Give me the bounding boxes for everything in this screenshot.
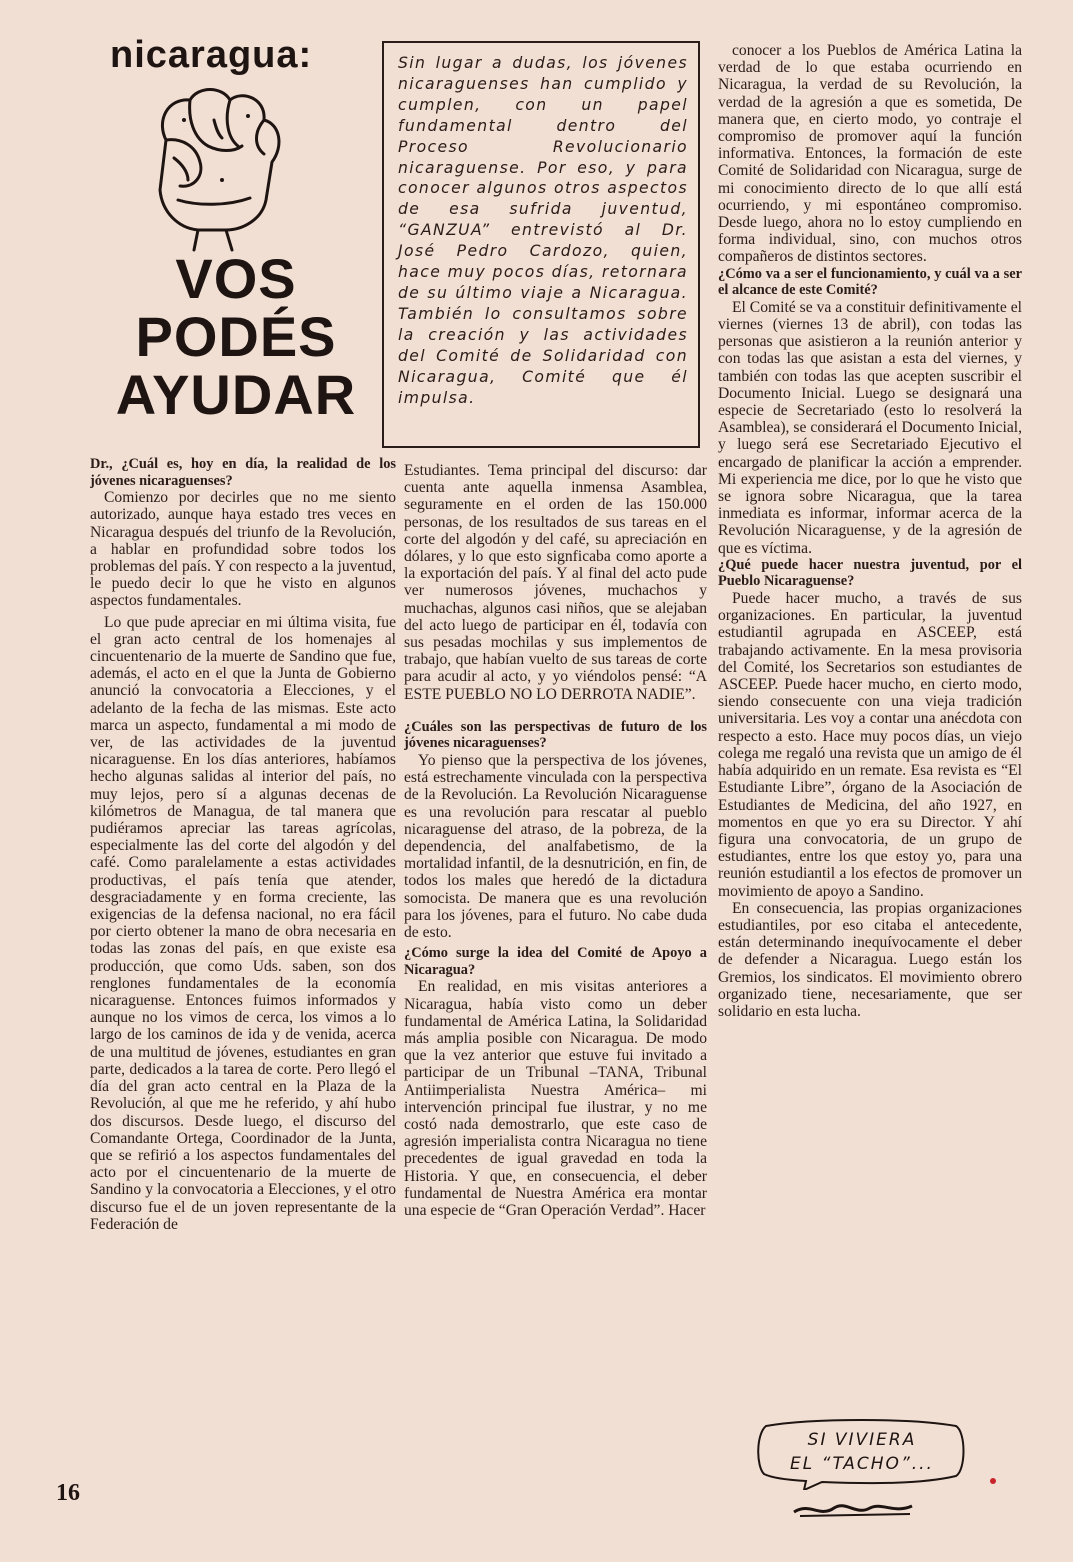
question-4: ¿Cómo va a ser el funcionamiento, y cuál va a ser el alcance de este Comité? <box>718 265 1022 299</box>
section-tag: nicaragua: <box>110 34 313 76</box>
raised-fist-illustration <box>138 80 288 252</box>
page-number: 16 <box>56 1480 80 1506</box>
speech-line-2: EL “TACHO”... <box>790 1454 934 1474</box>
speech-bubble-text <box>772 1428 952 1476</box>
speech-line-1: SI VIVIERA <box>807 1430 917 1450</box>
answer-1-paragraph-1: Comienzo por decirles que no me siento autorizado, aunque haya estado tres veces en Nicaragua después del triunfo de la Revolución, a hablar en profundidad sobre todos los problemas del país. Y con respecto a la juventud, le puedo decir lo que he visto en algunos aspectos fundamentales. <box>90 489 396 610</box>
answer-4: El Comité se va a constituir definitivamente el viernes (viernes 13 de abril), con todas las personas que asistieron a la reunión anterior y con todas las que asistan a esta del viernes, y también con todas las que acepten suscribir el Documento Inicial. Luego se designará una especie de Secretariado (esto lo resolverá la Asamblea), se considerará el Documento Inicial, y luego será ese Secretariado Ejecutivo el encargado de planificar la acción a emprender. Mi experiencia me dice, por lo que he visto que se ignora sobre Nicaragua, que la tarea inmediata es informar, informar acerca de la Revolución Nicaraguense, y de la agresión de que es víctima. <box>718 298 1022 557</box>
headline-line-1: VOS <box>175 247 297 310</box>
headline <box>100 247 372 426</box>
red-ink-dot <box>990 1478 996 1484</box>
answer-5-paragraph-1: Puede hacer mucho, a través de sus organizaciones. En particular, la juventud estudiantil agrupada en ASCEEP, está trabajando activamente. En la mesa provisoria del Comité, los Secretarios son estudiantes de ASCEEP. Puede hacer mucho, en cierto modo, siendo consecuente con una vieja tradición universitaria. Les voy a contar una anécdota con respecto a esto. Hace muy pocos días, un viejo colega me regaló una revista que un amigo de él había adquirido en un remate. Esa revista es “El Estudiante Libre”, órgano de la Asociación de Estudiantes de Medicina, del año 1927, en momentos en que yo era su Director. Y ahí figura una convocatoria, de un grupo de estudiantes, entre los que estoy yo, para una reunión estudiantil a los efectos de promover un movimiento de apoyo a Sandino. <box>718 590 1022 900</box>
cartoon-scribble <box>790 1498 920 1520</box>
intro-box: Sin lugar a dudas, los jóvenes nicaraguenses han cumplido y cumplen, con un papel fundamental dentro del Proceso Revolucionario nicaraguense. Por eso, y para conocer algunos otros aspectos de esa sufrida juventud, “GANZUA” entrevistó al Dr. José Pedro Cardozo, quien, hace muy pocos días, retornara de su último viaje a Nicaragua. También lo consultamos sobre la creación y las actividades del Comité de Solidaridad con Nicaragua, Comité que él impulsa. <box>382 41 700 448</box>
answer-2: Yo pienso que la perspectiva de los jóvenes, está estrechamente vinculada con la perspectiva de la Revolución. La Revolución Nicaraguense es una revolución para rescatar al pueblo nicaraguense del atraso, de la pobreza, de la dependencia, del analfabetismo, de la mortalidad infantil, de la desnutrición, en fin, de todos los males que heredó de la dictadura somocista. De manera que es una revolución para los jóvenes, para el futuro. No cabe duda de esto. <box>404 752 707 942</box>
answer-1-paragraph-3: Estudiantes. Tema principal del discurso: dar cuenta ante aquella inmensa Asamblea, seguramente en el orden de las 150.000 personas, de los resultados de sus tareas en el corte del algodón y del café, su apreciación en dólares, y lo que esto signficaba como aporte a la exportación del país. Y al final del acto pude ver numerosos jóvenes, muchachos y muchachas, algunos casi niños, que se alejaban del acto luego de participar en él, todavía con sus pesadas mochilas y sus implementos de trabajo, que habían vuelto de sus tareas de corte para acudir al acto, y yo viéndolos pensé: “A ESTE PUEBLO NO LO DERROTA NADIE”. <box>404 462 707 703</box>
question-3: ¿Cómo surge la idea del Comité de Apoyo a Nicaragua? <box>404 945 707 978</box>
article-column-2 <box>404 462 707 1488</box>
answer-3-paragraph-1: En realidad, en mis visitas anteriores a Nicaragua, había visto como un deber fundamental de América Latina, la Solidaridad más amplia posible con Nicaragua. De modo que la vez anterior que estuve fui invitado a participar de un Tribunal –TANA, Tribunal Antiimperialista Nuestra América– mi intervención principal fue ilustrar, y no me costó nada demostrarlo, que este caso de agresión imperialista contra Nicaragua no tiene precedentes de igual gravedad en toda la Historia. Y que, en consecuencia, el deber fundamental de Nuestra América era montar una especie de “Gran Operación Verdad”. Hacer <box>404 978 707 1220</box>
answer-1-paragraph-2: Lo que pude apreciar en mi última visita, fue el gran acto central de los homenajes al cincuentenario de la muerte de Sandino que fue, además, el acto en el que la Junta de Gobierno anunció la convocatoria a Elecciones, y el adelanto de la fecha de las mismas. Este acto marca un aspecto, fundamental a mi modo de ver, de las actividades de la juventud nicaraguense. En los días anteriores, habíamos hecho algunas salidas al interior del país, no muy lejos, pero sí a algunas decenas de kilómetros de Managua, de tal manera que pudiéramos apreciar las tareas agrícolas, especialmente las del corte del algodón y del café. Como paralelamente a estas actividades productivas, el país tenía que atender, desgraciadamente y en forma creciente, las exigencias de la defensa nacional, no era fácil por cierto obtener la mano de obra necesaria en todas las zonas del país, en que existe esa producción, que como Uds. saben, son dos renglones fundamentales de la economía nicaraguense. Entonces fuimos informados y aunque no los vimos de cerca, los vimos a lo largo de los caminos de ida y de venida, acerca de una multitud de jóvenes, estudiantes en gran parte, dedicados a la tarea de corte. Pero llegó el día del gran acto central en la Plaza de la Revolución, al que me he referido, y ahí hubo dos discursos. Desde luego, el discurso del Comandante Ortega, Coordinador de la Junta, que se refirió a los aspectos fundamentales del acto por el cincuentenario de la muerte de Sandino y la convocatoria a Elecciones, y el otro discurso fue el de un joven representante de la Federación de <box>90 613 396 1233</box>
article-column-3 <box>718 42 1022 1406</box>
question-2: ¿Cuáles son las perspectivas de futuro de los jóvenes nicaraguenses? <box>404 718 707 752</box>
answer-5-paragraph-2: En consecuencia, las propias organizaciones estudiantiles, por eso citaba el antecedente, están determinando inequívocamente el deber de defender a Nicaragua. Luego están los Gremios, los sindicatos. El movimiento obrero organizado tiene, necesariamente, que ser solidario en esta lucha. <box>718 899 1022 1020</box>
question-5: ¿Qué puede hacer nuestra juventud, por el Pueblo Nicaraguense? <box>718 556 1022 590</box>
article-column-1 <box>90 456 396 1486</box>
headline-line-3: AYUDAR <box>115 363 357 426</box>
answer-3-paragraph-2: conocer a los Pueblos de América Latina la verdad de lo que estaba ocurriendo en Nicaragua, la verdad de su Revolución, la verdad de la agresión a que es sometida, De manera que, en cierto modo, yo contraje el compromiso de promover aquí la función informativa. Entonces, la formación de este Comité de Solidaridad con Nicaragua, surge de mi conocimiento directo de lo que allí está ocurriendo, y mi espontáneo compromiso. Desde luego, ahora no lo estoy cumpliendo en forma individual, sino, con muchos otros compañeros de distintos sectores. <box>718 42 1022 266</box>
question-1: Dr., ¿Cuál es, hoy en día, la realidad de los jóvenes nicaraguenses? <box>90 456 396 489</box>
headline-line-2: PODÉS <box>135 305 337 368</box>
